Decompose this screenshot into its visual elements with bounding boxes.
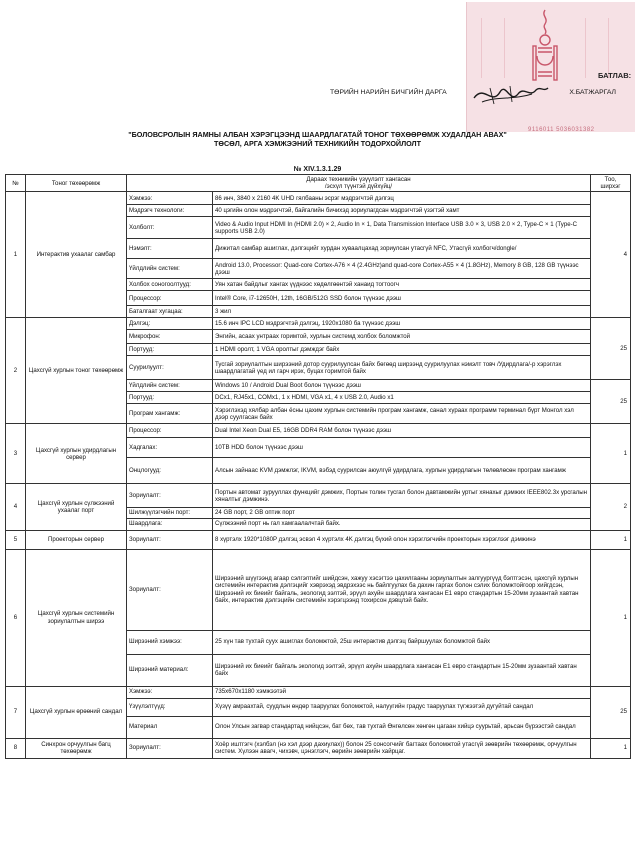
spec-value: 8 хүртэлх 1920*1080P дэлгэц эсвэл 4 хүртэлх 4K дэлгэц бүхий олон хэрэглэгчийн проекторын хэрэглээг дэмжинэ <box>213 530 591 549</box>
spec-value: 3 жил <box>213 306 591 318</box>
spec-value: Хэрэглэхэд хялбар албан ёсны цахим хурлын системийн програм хангамж, санал хураах программ терминал бүрт Монгол хэл дээр суулгасан байх <box>213 404 591 424</box>
handwritten-signature <box>470 76 550 110</box>
spec-value: 735x670x1180 хэмжээтэй <box>213 686 591 698</box>
spec-label: Нэмэлт: <box>127 239 213 259</box>
spec-value: Уян хатан байдлыг хангах үүднээс хөдөлгөөнтэй ханаид тогтоогч <box>213 279 591 291</box>
document-number: № XIV.1.3.1.29 <box>293 166 342 173</box>
spec-value: Intel® Core, i7-12650H, 12th, 16GB/512G SSD болон түүнээс дээш <box>213 291 591 306</box>
spec-value: Ширээний их биеийг байгаль экологид ээлтэй, эрүүл ахуйн шаардлага хангасан Е1 евро стандартын 15-20мм зузаантай хавтан байх <box>213 654 591 686</box>
spec-label: Дэлгэц: <box>127 318 213 330</box>
seal-number: 9116011 5036031382 <box>528 127 595 133</box>
item-quantity: 25 <box>591 686 631 738</box>
item-number: 7 <box>6 686 26 738</box>
table-row <box>6 424 631 438</box>
spec-label: Шаардлага: <box>127 518 213 530</box>
spec-value: Хүзүү амраахтай, суудлын өндөр тааруулах боломжтой, налуугийн градус тааруулах түгжээтэй дугуйтай сандал <box>213 698 591 716</box>
spec-label: Холболт: <box>127 217 213 239</box>
spec-value: 10TB HDD болон түүнээс дээш <box>213 438 591 458</box>
spec-label: Зориулалт: <box>127 549 213 630</box>
signatory-name: Х.БАТЖАРГАЛ <box>569 89 616 96</box>
table-row <box>6 738 631 758</box>
spec-value: Энгийн, асаах унтраах горимтой, хурлын системд холбох боломжтой <box>213 330 591 344</box>
specification-table <box>5 174 631 759</box>
table-row <box>6 530 631 549</box>
seal-text-ornament <box>481 18 505 78</box>
spec-label: Зориулалт: <box>127 484 213 508</box>
item-quantity: 1 <box>591 530 631 549</box>
spec-value: 40 цэгийн олон мэдрэгчтэй, байгалийн бичихэд зориулагдсан мэдрэгчтэй үзэгтэй хамт <box>213 205 591 217</box>
spec-value: Android 13.0, Processor: Quad-core Cortex-A76 × 4 (2.4GHz)and quad-core Cortex-A55 × 4 (1.8GHz), Memory 8 GB, 128 GB түүнээс дээш <box>213 259 591 279</box>
spec-value: Портын автомат зурууллах функцийг дэмжих, Портын толин тусгал болон давтамжийн уртыг хянахыг дэмжих IEEE802.3x урсгалын хяналтыг дэмжинэ. <box>213 484 591 508</box>
official-seal <box>466 2 635 132</box>
spec-value: 25 хүн тав тухтай суух ашиглах боломжтой, 25ш интерактив дэлгэц байршуулах боломжтой байх <box>213 630 591 654</box>
spec-value: Дижитал самбар ашиглах, дэлгэцийг хурдан хуваалцахад зориулсан утасгүй NFC, Утасгүй холбогч/dongle/ <box>213 239 591 259</box>
header-requirement-line2: /эсхүл түүнтэй дүйхүйц/ <box>324 183 393 191</box>
spec-value: Сүлжээний порт нь гал хамгаалалчтай байх. <box>213 518 591 530</box>
spec-label: Зориулалт: <box>127 530 213 549</box>
header-qty-line2: ширхэг <box>600 183 621 191</box>
item-number: 2 <box>6 318 26 424</box>
table-row <box>6 192 631 205</box>
table-row <box>6 318 631 330</box>
item-number: 1 <box>6 192 26 318</box>
spec-value: Video & Audio Input HDMI In (HDMI 2.0) × 2, Audio In × 1, Data Transmission Interface USB 3.0 × 3, USB 2.0 × 2, Type-C × 1 (Type-C supports USB 2.0) <box>213 217 591 239</box>
equipment-name: Проекторын сервер <box>26 530 127 549</box>
spec-label: Процессор: <box>127 424 213 438</box>
spec-label: Үйлдлийн систем: <box>127 380 213 392</box>
equipment-name: Синхрон орчуулгын багц төхөөрөмж <box>26 738 127 758</box>
equipment-name: Цахсгүй хурлын удирдлагын сервер <box>26 424 127 484</box>
equipment-name: Цахсгүй хурлын тоног төхөөрөмж <box>26 318 127 424</box>
header-requirement <box>127 175 591 192</box>
spec-label: Ширээний материал: <box>127 654 213 686</box>
item-quantity: 1 <box>591 424 631 484</box>
spec-value: Олон Улсын загвар стандартад нийцсэн, бат бөх, тав тухтай Өнгөлсөн хөнгөн цагаан хийцэ суурьтай, арьсан бүрээстэй сандал <box>213 716 591 738</box>
table-body <box>6 192 631 758</box>
item-quantity: 1 <box>591 738 631 758</box>
spec-label: Портууд: <box>127 344 213 356</box>
item-quantity: 25 <box>591 318 631 380</box>
spec-value: Dual Intel Xeon Dual E5, 16GB DDR4 RAM болон түүнээс дээш <box>213 424 591 438</box>
spec-value: Хоёр иштгэгч (хэлбэл (нэ хэл дээр дахиулах)) болон 25 сонсогчийг багтаах боломжтой утасгүй зөөврийн төхөөрөмж, орчуулгын систем. Хүлээн авагч, чихэвч, цэнэглэгч, өөрийн зөөврийн хайрцаг. <box>213 738 591 758</box>
spec-label: Хадгалах: <box>127 438 213 458</box>
item-quantity: 2 <box>591 484 631 530</box>
spec-label: Холбох соногоолтууд: <box>127 279 213 291</box>
header-qty-line1: Тоо, <box>604 176 617 183</box>
table-row <box>6 549 631 630</box>
item-number: 5 <box>6 530 26 549</box>
spec-label: Баталгаат хугацаа: <box>127 306 213 318</box>
spec-label: Суурилуулт: <box>127 356 213 380</box>
item-quantity: 1 <box>591 549 631 686</box>
equipment-name: Интерактив ухаалаг самбар <box>26 192 127 318</box>
seal-text-ornament <box>585 18 609 78</box>
spec-label: Хэмжээ: <box>127 686 213 698</box>
signatory-position: ТӨРИЙН НАРИЙН БИЧГИЙН ДАРГА <box>330 89 447 96</box>
spec-value: Ширээний шүүгээнд агаар сэлгэлтийг шийдсэн, хажуу хэсэгтээ цахилгааны зориулалтын залгуургүүд бэлтгэсэн, цахсгүй хурлын системийн интерактив дэлгэцийг хэврэхэд эвдрэхээс нь байлгуулах ба дахин гаргах болон сэлих боломжтойгоор хийгдсэн, Ширээний их биеийг байгаль, экологид ээлтэй, эрүүл ахуйн шаардлага хангасан Е1 евро стандартын 15-20мм зузаантай хавтан байх, интерактив дэлгэцийн системийн хэрэгцээнд тохирсон дэвцлэй байх. <box>213 549 591 630</box>
spec-label: Програм хангамж: <box>127 404 213 424</box>
spec-value: 15.6 инч IPC LCD мэдрэгчтэй дэлгэц, 1920x1080 ба түүнээс дээш <box>213 318 591 330</box>
header-equipment: Тоног төхөөрөмж <box>26 175 127 192</box>
item-number: 4 <box>6 484 26 530</box>
table-row <box>6 484 631 508</box>
item-number: 6 <box>6 549 26 686</box>
spec-label: Зориулалт: <box>127 738 213 758</box>
approval-label: БАТЛАВ: <box>598 71 632 80</box>
spec-value: DCx1, RJ45x1, COMx1, 1 x HDMI, VGA x1, 4 x USB 2.0, Audio x1 <box>213 392 591 404</box>
spec-value: 1 HDMI оролт, 1 VGA оролтыг дэмждэг байх <box>213 344 591 356</box>
spec-label: Портууд: <box>127 392 213 404</box>
header-no: № <box>6 175 26 192</box>
spec-label: Ширээний хэмжээ: <box>127 630 213 654</box>
spec-label: Шилжүүлэгчийн порт: <box>127 508 213 518</box>
spec-label: Мэдрэгч технологи: <box>127 205 213 217</box>
table-row <box>6 686 631 698</box>
spec-label: Онцлогууд: <box>127 458 213 484</box>
header-requirement-line1: Дараах техникийн үзүүлэлт хангасан <box>306 176 411 183</box>
item-number: 8 <box>6 738 26 758</box>
equipment-name: Цахсгүй хурлын системийн зориулалтын ширээ <box>26 549 127 686</box>
equipment-name: Цахсгүй хурлын сүлжээний ухаалаг порт <box>26 484 127 530</box>
spec-label: Материал <box>127 716 213 738</box>
item-number: 3 <box>6 424 26 484</box>
table-header-row <box>6 175 631 192</box>
spec-label: Үйлдлийн систем: <box>127 259 213 279</box>
spec-value: Алсын зайнаас KVM дэмжлэг, IKVM, вэбэд суурилсан аюулгүй удирдлага, хурлын удирдлагын төлөвлөсөн програм хангамж <box>213 458 591 484</box>
item-quantity: 4 <box>591 192 631 318</box>
spec-value: 86 инч, 3840 x 2160 4K UHD гялбааны эсрэг мэдрэгчтэй дэлгэц <box>213 192 591 205</box>
spec-value: Windows 10 / Android Dual Boot болон түүнээс дээш <box>213 380 591 392</box>
header-qty <box>591 175 631 192</box>
equipment-name: Цахсгүй хурлын өрөөний сандал <box>26 686 127 738</box>
spec-label: Процессор: <box>127 291 213 306</box>
spec-label: Микрофон: <box>127 330 213 344</box>
spec-label: Хэмжээ: <box>127 192 213 205</box>
spec-value: Тусгай зориулалтын ширээний дотор суурилуулсан байх бөгөөд ширээнд суурилуулах нэмэлт товч /Удирдлага/-р хэрэглэх шаардлагатай үед ил гарч ирэх, буцах горимтой байх <box>213 356 591 380</box>
document-subtitle: ТӨСӨЛ, АРГА ХЭМЖЭЭНИЙ ТЕХНИКИЙН ТОДОРХОЙЛОЛТ <box>214 139 421 148</box>
spec-value: 24 GB порт, 2 GB оптик порт <box>213 508 591 518</box>
document-title: "БОЛОВСРОЛЫН ЯАМНЫ АЛБАН ХЭРЭГЦЭЭНД ШААРДЛАГАТАЙ ТОНОГ ТӨХӨӨРӨМЖ ХУДАЛДАН АВАХ" <box>128 130 507 139</box>
item-quantity: 25 <box>591 380 631 424</box>
spec-label: Үзүүлэлтүүд: <box>127 698 213 716</box>
